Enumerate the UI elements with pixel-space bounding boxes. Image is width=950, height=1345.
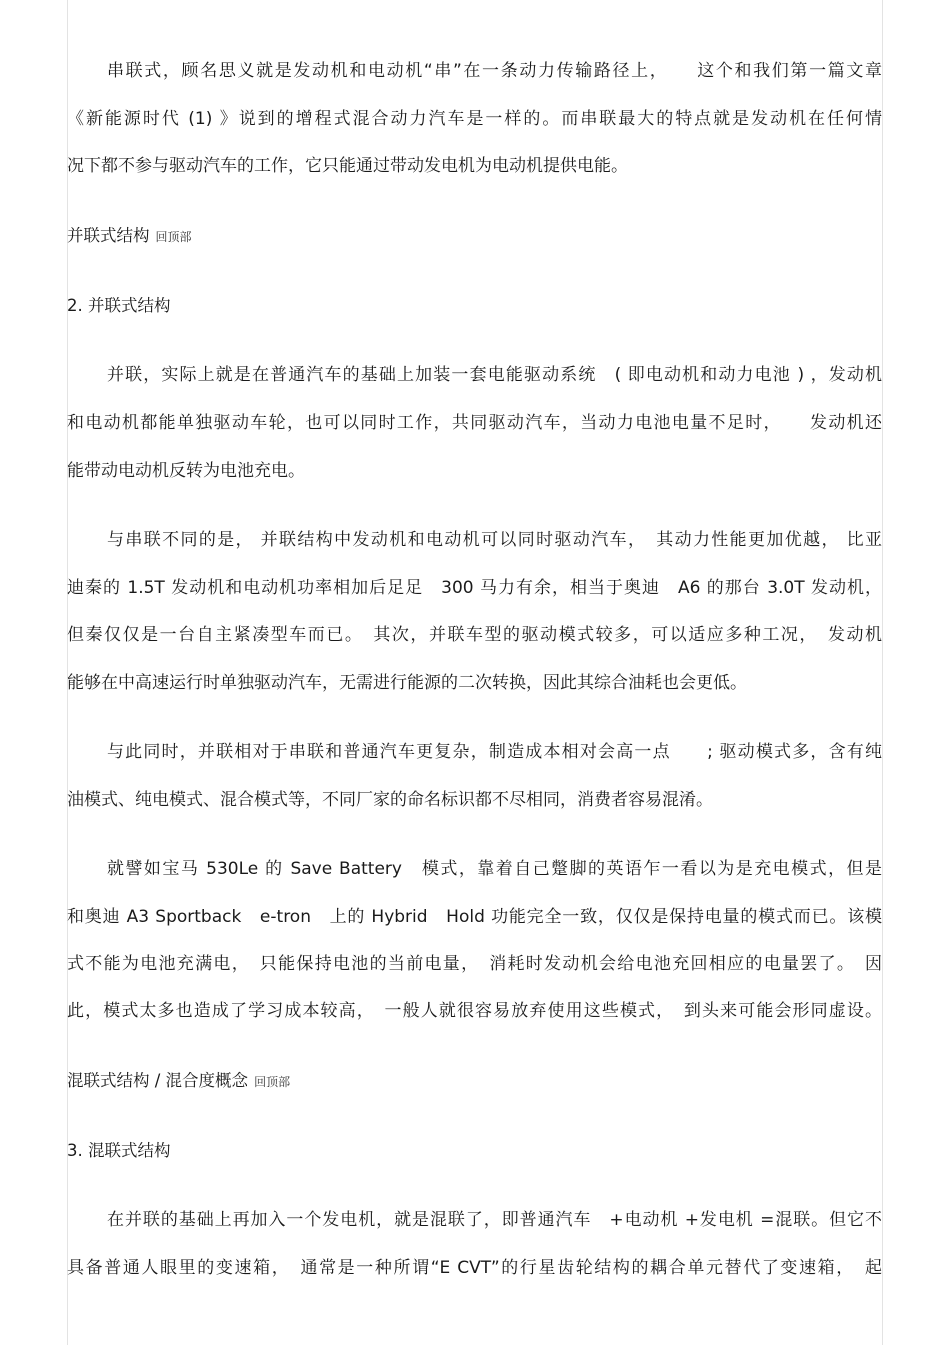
right-margin-rule bbox=[882, 0, 883, 1345]
text-line: 能够在中高速运行时单独驱动汽车，无需进行能源的二次转换，因此其综合油耗也会更低。 bbox=[67, 673, 747, 693]
text-line: 此，模式太多也造成了学习成本较高， 一般人就很容易放弃使用这些模式， 到头来可能会形同虚设。 bbox=[67, 1001, 882, 1021]
text-line: 能带动电动机反转为电池充电。 bbox=[67, 461, 305, 481]
section-title: 2. 并联式结构 bbox=[67, 296, 171, 315]
section-title: 3. 混联式结构 bbox=[67, 1141, 171, 1160]
text-line: 况下都不参与驱动汽车的工作，它只能通过带动发电机为电动机提供电能。 bbox=[67, 156, 628, 176]
text-line: 和电动机都能单独驱动车轮，也可以同时工作，共同驱动汽车，当动力电池电量不足时， 发动机还 bbox=[67, 413, 882, 433]
section-heading-label: 混联式结构 / 混合度概念 bbox=[67, 1071, 249, 1090]
text-line: 与串联不同的是， 并联结构中发动机和电动机可以同时驱动汽车， 其动力性能更加优越， 比亚 bbox=[107, 530, 882, 550]
text-line: 《新能源时代 (1) 》说到的增程式混合动力汽车是一样的。而串联最大的特点就是发动机在任何情 bbox=[67, 109, 882, 129]
text-line: 但秦仅仅是一台自主紧凑型车而已。 其次，并联车型的驱动模式较多，可以适应多种工况， 发动机 bbox=[67, 625, 882, 645]
text-line: 就譬如宝马 530Le 的 Save Battery 模式，靠着自己蹩脚的英语乍一看以为是充电模式，但是 bbox=[107, 859, 882, 879]
text-line: 与此同时，并联相对于串联和普通汽车更复杂，制造成本相对会高一点 ; 驱动模式多，含有纯 bbox=[107, 742, 882, 762]
text-line: 具备普通人眼里的变速箱， 通常是一种所谓“E CVT”的行星齿轮结构的耦合单元替代了变速箱， 起 bbox=[67, 1258, 882, 1278]
section-heading bbox=[67, 1070, 882, 1093]
text-line: 和奥迪 A3 Sportback e-tron 上的 Hybrid Hold 功能完全一致，仅仅是保持电量的模式而已。该模 bbox=[67, 907, 882, 927]
section-heading-label: 并联式结构 bbox=[67, 226, 150, 245]
text-line: 油模式、纯电模式、混合模式等，不同厂家的命名标识都不尽相同，消费者容易混淆。 bbox=[67, 790, 713, 810]
text-line: 并联，实际上就是在普通汽车的基础上加装一套电能驱动系统 ( 即电动机和动力电池 ) ，发动机 bbox=[107, 365, 882, 385]
back-to-top-link[interactable]: 回顶部 bbox=[254, 1075, 291, 1089]
text-line: 迪秦的 1.5T 发动机和电动机功率相加后足足 300 马力有余，相当于奥迪 A6 的那台 3.0T 发动机， bbox=[67, 578, 882, 598]
text-line: 式不能为电池充满电， 只能保持电池的当前电量， 消耗时发动机会给电池充回相应的电量罢了。 因 bbox=[67, 954, 882, 974]
back-to-top-link[interactable]: 回顶部 bbox=[155, 230, 192, 244]
text-line: 在并联的基础上再加入一个发电机，就是混联了，即普通汽车 +电动机 +发电机 =混联。但它不 bbox=[107, 1210, 882, 1230]
text-line: 串联式，顾名思义就是发动机和电动机“串”在一条动力传输路径上， 这个和我们第一篇文章 bbox=[107, 61, 882, 81]
section-heading bbox=[67, 225, 882, 248]
